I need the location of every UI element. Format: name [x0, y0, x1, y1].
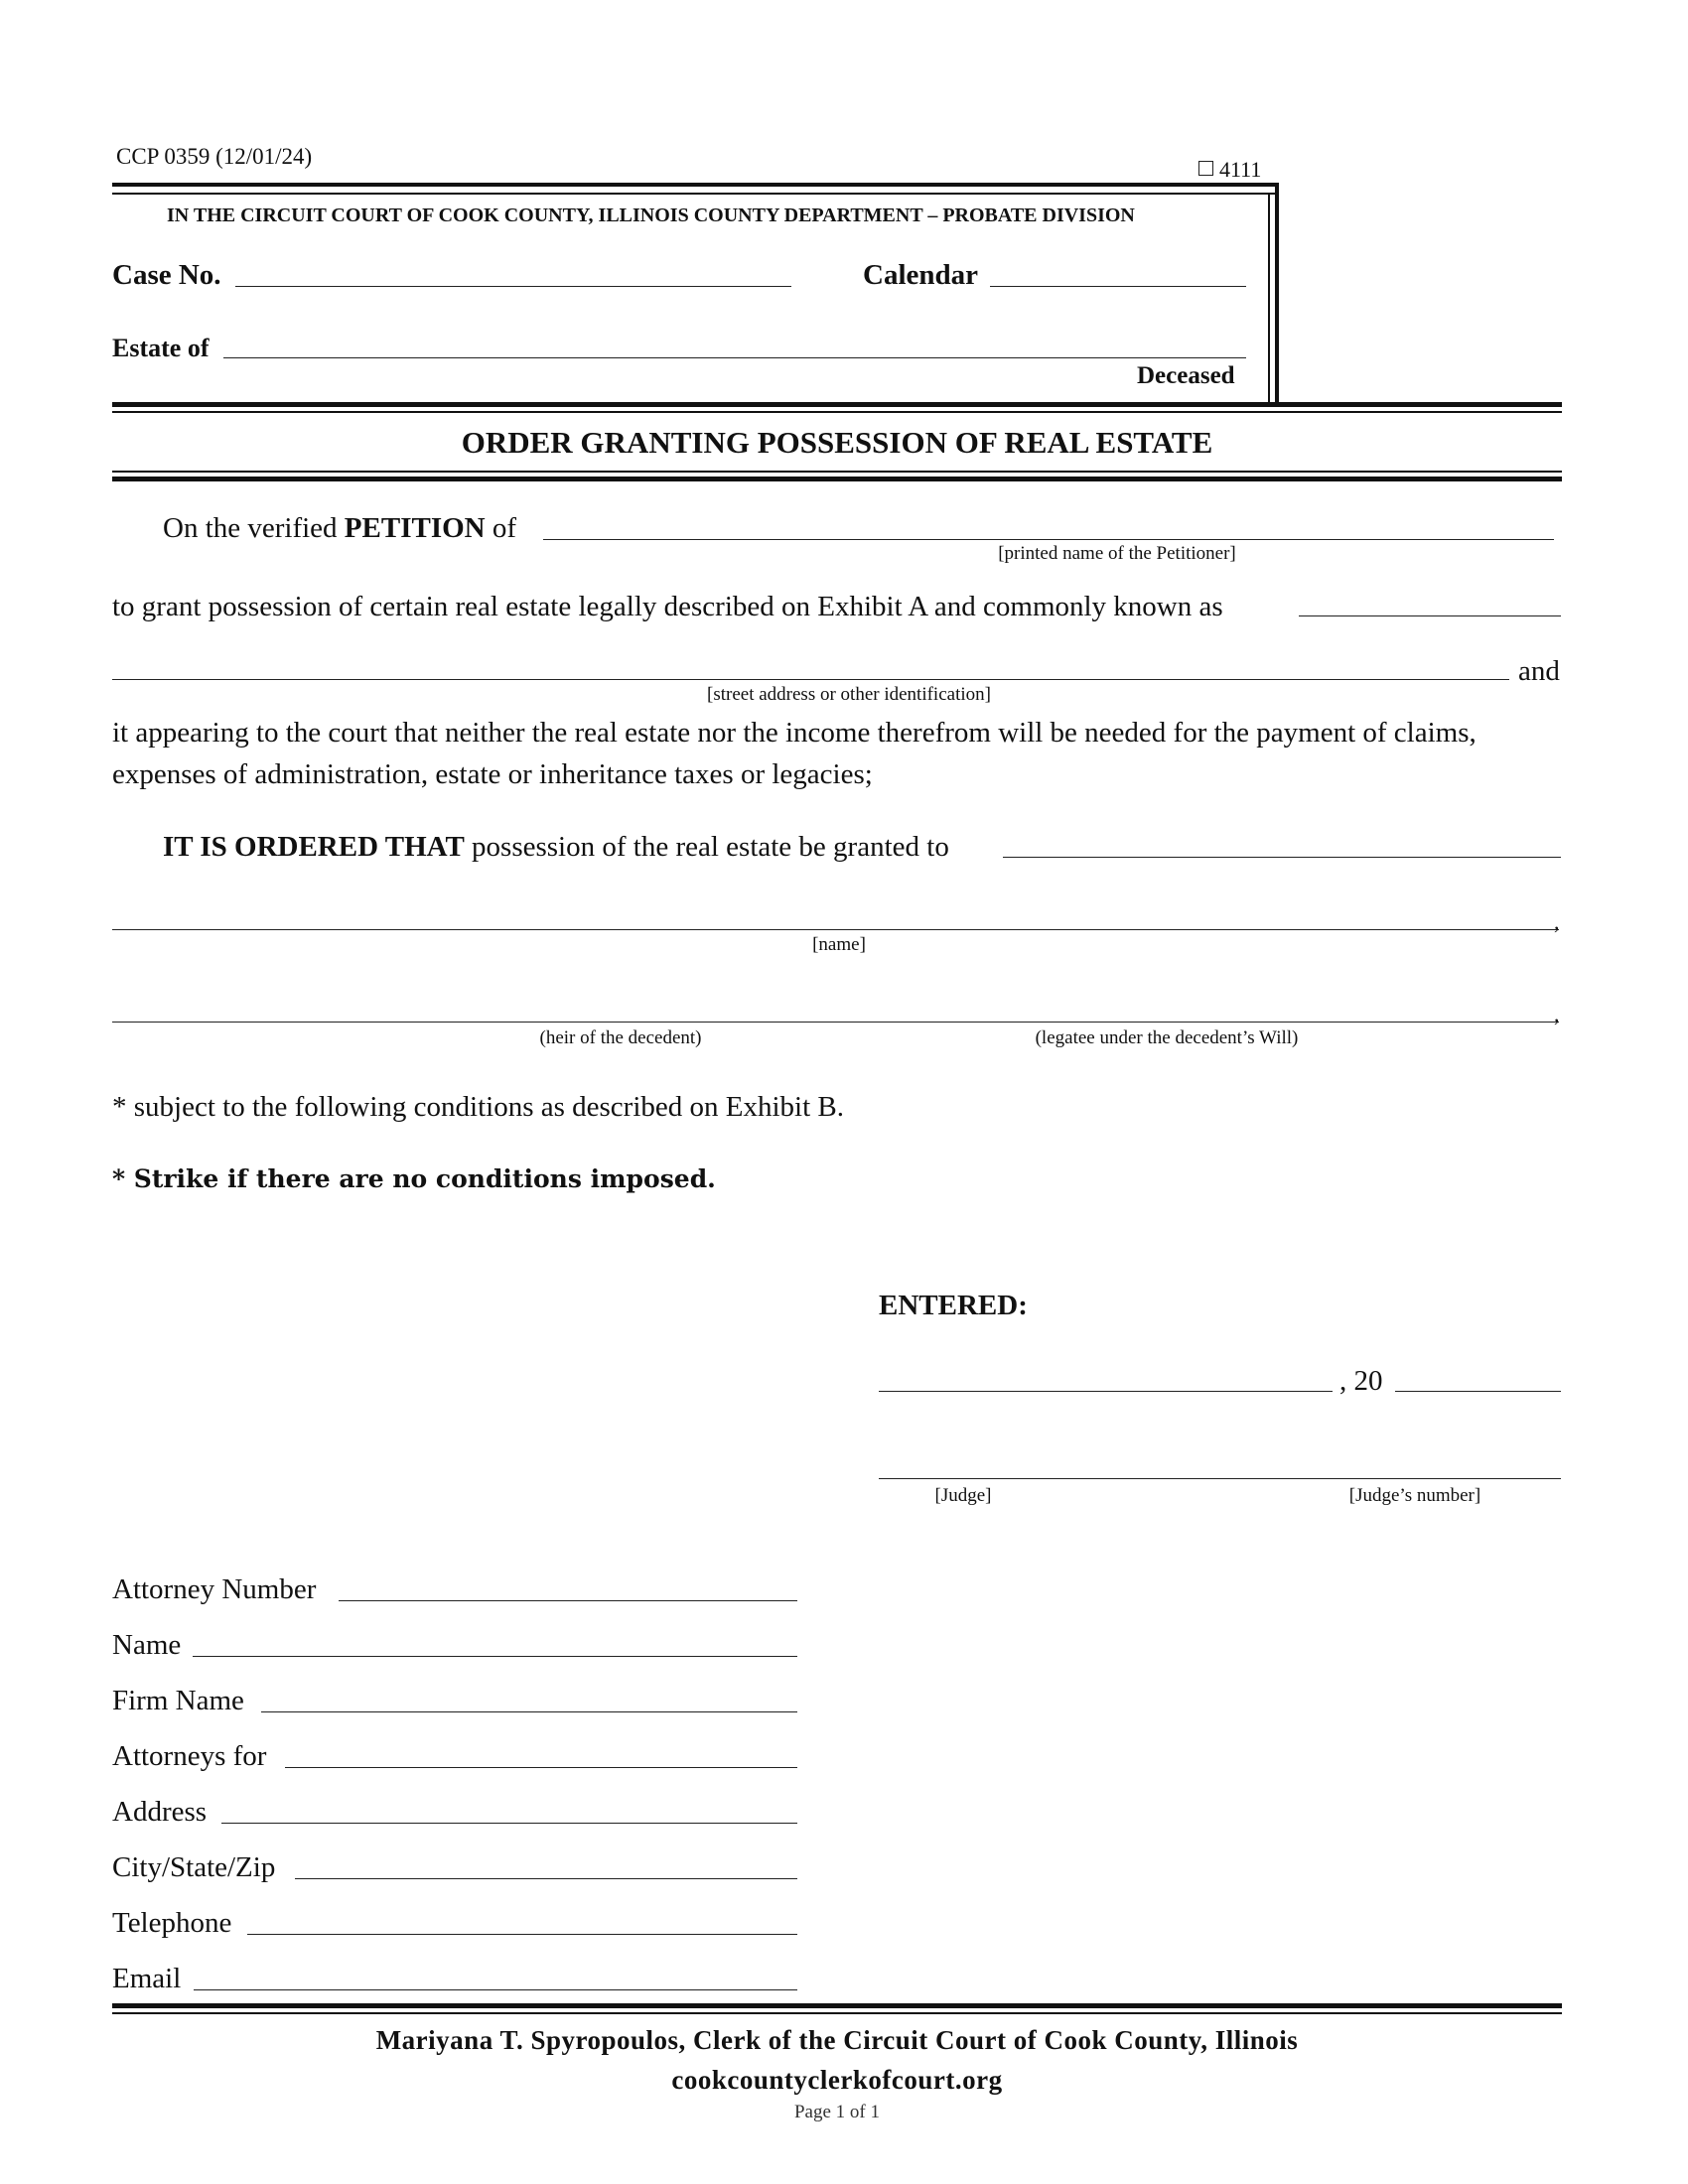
ordered-bold: IT IS ORDERED THAT	[163, 831, 465, 863]
petition-text	[163, 514, 516, 543]
relationship-field[interactable]	[112, 1022, 1559, 1023]
entered-date-field[interactable]	[879, 1391, 1333, 1392]
petition-prefix: On the verified	[163, 512, 345, 544]
firm-name-field[interactable]	[261, 1711, 797, 1712]
entered-year-field[interactable]	[1395, 1391, 1561, 1392]
page-title: ORDER GRANTING POSSESSION OF REAL ESTATE	[461, 425, 1213, 460]
conditions-text: * subject to the following conditions as described on Exhibit B.	[112, 1091, 844, 1123]
known-as-field[interactable]	[1299, 615, 1561, 616]
petitioner-name-field[interactable]	[543, 539, 1554, 540]
caption-box-right-outer	[1275, 183, 1279, 403]
petition-bold: PETITION	[344, 512, 486, 544]
telephone-field[interactable]	[247, 1934, 797, 1935]
checkbox-code: 4111	[1219, 157, 1262, 182]
telephone-label: Telephone	[112, 1907, 232, 1939]
attorneys-for-label: Attorneys for	[112, 1740, 267, 1772]
attorney-address-field[interactable]	[221, 1823, 797, 1824]
estate-of-field[interactable]	[223, 357, 1246, 358]
judge-signature-field[interactable]	[879, 1478, 1561, 1479]
legatee-caption: (legatee under the decedent’s Will)	[1035, 1027, 1299, 1048]
title-rule-top-thin	[112, 411, 1562, 413]
address-caption: [street address or other identification]	[707, 684, 991, 705]
appearing-line-1: it appearing to the court that neither the real estate nor the income therefrom will be needed for the payment of claims,	[112, 717, 1477, 749]
relationship-comma: ,	[1554, 1002, 1560, 1026]
city-state-zip-label: City/State/Zip	[112, 1851, 276, 1883]
judge-number-caption: [Judge’s number]	[1348, 1485, 1481, 1506]
caption-box-top-thick	[112, 183, 1279, 187]
page-number: Page 1 of 1	[793, 2102, 880, 2122]
estate-of-label: Estate of	[112, 334, 210, 362]
address-label: Address	[112, 1796, 208, 1828]
petitioner-caption: [printed name of the Petitioner]	[998, 543, 1236, 564]
heir-caption: (heir of the decedent)	[539, 1027, 702, 1048]
calendar-label: Calendar	[863, 259, 978, 291]
entered-label: ENTERED:	[879, 1290, 1028, 1321]
footer-rule-thick	[112, 2003, 1562, 2008]
case-no-label: Case No.	[112, 259, 221, 291]
petition-suffix: of	[485, 512, 517, 544]
court-line: IN THE CIRCUIT COURT OF COOK COUNTY, ILLINOIS COUNTY DEPARTMENT – PROBATE DIVISION	[167, 205, 1135, 226]
strike-text: * Strike if there are no conditions imposed.	[112, 1164, 716, 1193]
firm-name-label: Firm Name	[112, 1685, 244, 1716]
title-rule-top-thick	[112, 402, 1562, 407]
form-code: CCP 0359 (12/01/24)	[116, 144, 313, 169]
attorney-name-field[interactable]	[193, 1656, 797, 1657]
ordered-text	[163, 833, 949, 862]
checkbox-field[interactable]	[1198, 159, 1261, 181]
name-comma: ,	[1554, 909, 1560, 934]
attorneys-for-field[interactable]	[285, 1767, 797, 1768]
judge-caption: [Judge]	[934, 1485, 992, 1506]
email-field[interactable]	[194, 1989, 797, 1990]
checkbox-icon	[1198, 161, 1213, 176]
attorney-number-field[interactable]	[339, 1600, 797, 1601]
title-rule-bottom-thin	[112, 471, 1562, 473]
and-text: and	[1518, 655, 1560, 687]
appearing-line-2: expenses of administration, estate or inheritance taxes or legacies;	[112, 758, 873, 790]
caption-box-right-inner	[1268, 193, 1270, 403]
footer-website[interactable]: cookcountyclerkofcourt.org	[671, 2065, 1003, 2095]
calendar-field[interactable]	[990, 286, 1246, 287]
footer-clerk: Mariyana T. Spyropoulos, Clerk of the Circuit Court of Cook County, Illinois	[375, 2025, 1299, 2055]
case-no-field[interactable]	[235, 286, 791, 287]
ordered-suffix: possession of the real estate be granted to	[464, 831, 949, 863]
address-field[interactable]	[112, 679, 1509, 680]
caption-box-top-thin	[112, 193, 1276, 195]
entered-year-prefix: , 20	[1339, 1365, 1383, 1397]
footer-rule-thin	[112, 2012, 1562, 2014]
title-rule-bottom-thick	[112, 477, 1562, 481]
possession-text: to grant possession of certain real estate legally described on Exhibit A and commonly known as	[112, 591, 1223, 622]
city-state-zip-field[interactable]	[295, 1878, 797, 1879]
email-label: Email	[112, 1963, 182, 1994]
attorney-number-label: Attorney Number	[112, 1573, 317, 1605]
name-field[interactable]	[112, 929, 1559, 930]
deceased-label: Deceased	[1137, 362, 1235, 389]
granted-to-field[interactable]	[1003, 857, 1561, 858]
name-caption: [name]	[812, 934, 866, 955]
attorney-name-label: Name	[112, 1629, 182, 1661]
